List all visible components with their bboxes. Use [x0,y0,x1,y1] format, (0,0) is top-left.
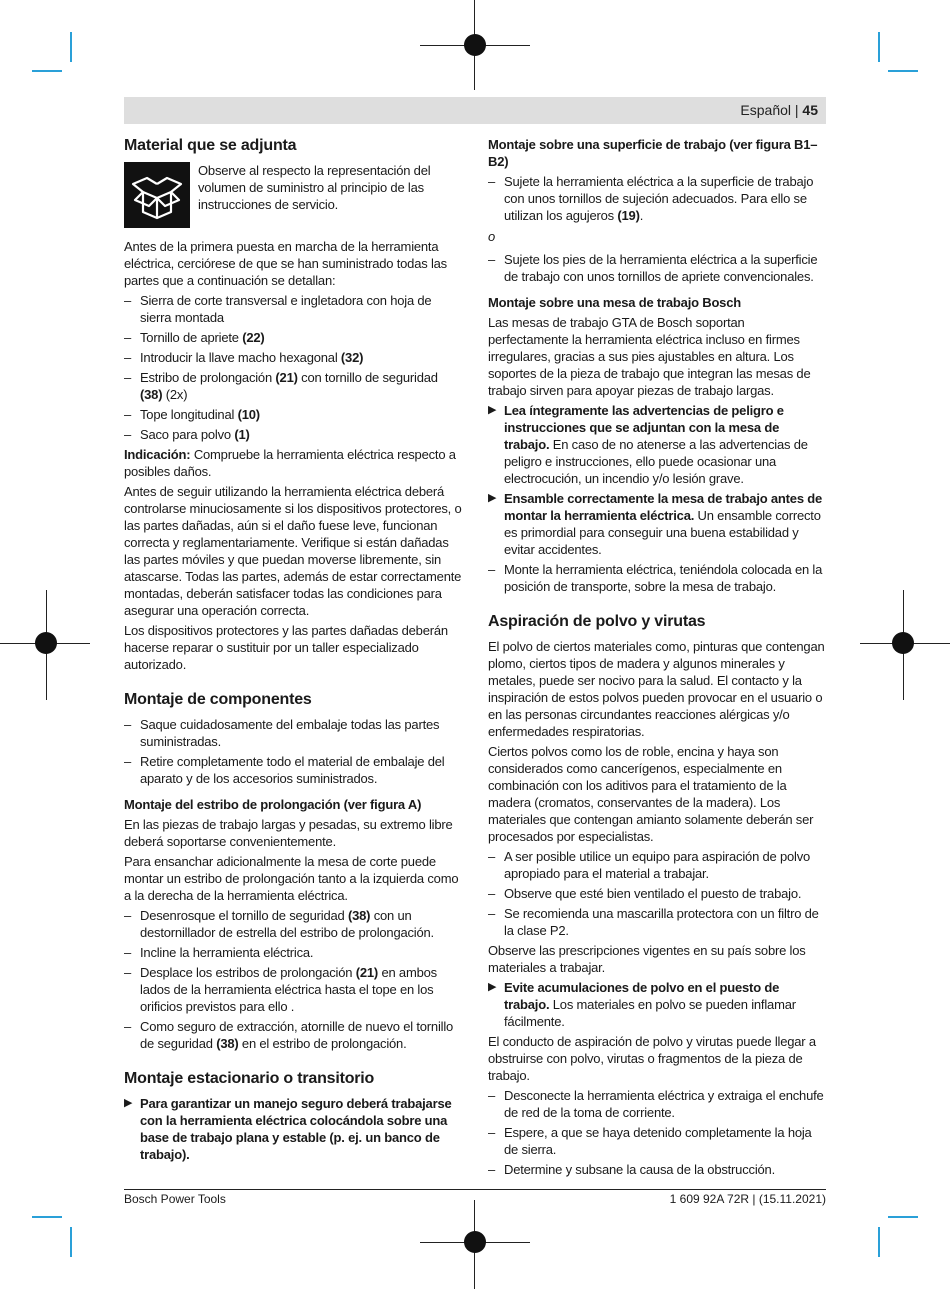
footer-doc-id: 1 609 92A 72R | (15.11.2021) [669,1192,826,1206]
left-column [124,136,462,1166]
paragraph: Los dispositivos protectores y las partes dañadas deberán hacerse reparar o sustituir por un taller especializado autorizado. [124,623,448,672]
list-item: – Monte la herramienta eléctrica, teniéndola colocada en la posición de transporte, sobre la mesa de trabajo. [488,561,826,595]
triangle-bullet-icon: ▶ [488,492,497,504]
dust-list [488,848,826,939]
crop-mark [888,70,918,72]
crop-mark [878,1227,880,1257]
list-item: – Desconecte la herramienta eléctrica y extraiga el enchufe de red de la toma de corriente. [488,1087,826,1121]
section-title-assembly: Montaje de componentes [124,691,312,708]
header-language: Español [740,102,791,118]
warning-item: ▶ Para garantizar un manejo seguro deberá trabajarse con la herramienta eléctrica colocándola sobre una base de trabajo plana y estable (p. ej. un banco de trabajo). [124,1096,452,1162]
list-item: – Tope longitudinal (10) [124,406,462,423]
page-header [124,97,826,124]
list-item: – Saque cuidadosamente del embalaje todas las partes suministradas. [124,716,462,750]
right-column [488,136,826,1181]
section-title-dust-extraction: Aspiración de polvo y virutas [488,613,706,630]
list-item: – Estribo de prolongación (21) con tornillo de seguridad (38) (2x) [124,369,462,403]
bosch-table-list [488,561,826,595]
footer-brand: Bosch Power Tools [124,1192,226,1206]
crop-mark [878,32,880,62]
triangle-bullet-icon: ▶ [488,981,497,993]
paragraph: El conducto de aspiración de polvo y virutas puede llegar a obstruirse con polvo, virutas o fragmentos de la pieza de trabajo. [488,1034,816,1083]
list-item: – Sujete la herramienta eléctrica a la superficie de trabajo con unos tornillos de sujeción adecuados. Para ello se utilizan los agujeros (19). [488,173,826,224]
crop-mark [70,32,72,62]
list-item: – Sierra de corte transversal e ingletadora con hoja de sierra montada [124,292,462,326]
registration-mark [464,34,486,56]
section-title-stationary: Montaje estacionario o transitorio [124,1070,375,1087]
list-item: – Sujete los pies de la herramienta eléctrica a la superficie de trabajo con unos tornillos de apriete convencionales. [488,251,826,285]
paragraph: El polvo de ciertos materiales como, pinturas que contengan plomo, ciertos tipos de madera y algunos minerales y metales, puede ser nocivo para la salud. El contacto y la inspiración de estos polvos pueden provocar en el usuario o en las personas circundantes reacciones alérgicas y/o enfermedades respiratorias. [488,639,825,739]
list-item: – Observe que esté bien ventilado el puesto de trabajo. [488,885,826,902]
crop-mark [888,1216,918,1218]
paragraph: Las mesas de trabajo GTA de Bosch soportan perfectamente la herramienta eléctrica incluso en firmes irregulares, gracias a sus pies ajustables en altura. Los soportes de la pieza de trabajo que integran las mesas de trabajo sirven para apoyar piezas de trabajo largas. [488,315,811,398]
supplied-items-list [124,292,462,443]
list-item: – Retire completamente todo el material de embalaje del aparato y de los accesorios suministrados. [124,753,462,787]
extension-steps-list [124,907,462,1052]
warning-item: ▶ Ensamble correctamente la mesa de trabajo antes de montar la herramienta eléctrica. Un ensamble correcto es primordial para conseguir una buena estabilidad y evitar accidentes. [488,491,823,557]
list-item: – Espere, a que se haya detenido completamente la hoja de sierra. [488,1124,826,1158]
page-number: 45 [802,102,818,118]
list-item: – Introducir la llave macho hexagonal (32) [124,349,462,366]
list-item: – Determine y subsane la causa de la obstrucción. [488,1161,826,1178]
paragraph: Para ensanchar adicionalmente la mesa de corte puede montar un estribo de prolongación tanto a la izquierda como a la derecha de la herramienta eléctrica. [124,854,459,903]
work-surface-list [488,173,826,224]
obstruction-list [488,1087,826,1178]
subsection-title-bosch-table: Montaje sobre una mesa de trabajo Bosch [488,295,741,310]
list-item: – Desplace los estribos de prolongación (21) en ambos lados de la herramienta eléctrica hasta el tope en los orificios previstos para ello . [124,964,462,1015]
warning-item: ▶ Evite acumulaciones de polvo en el puesto de trabajo. Los materiales en polvo se pueden inflamar fácilmente. [488,980,796,1029]
header-separator: | [794,102,799,118]
supply-note [124,162,462,228]
assembly-list [124,716,462,787]
note-label: Indicación: [124,447,191,462]
warning-item: ▶ Lea íntegramente las advertencias de peligro e instrucciones que se adjuntan con la mesa de trabajo. En caso de no atenerse a las advertencias de peligro e instrucciones, ello puede ocasionar una electrocución, un incendio y/o lesión grave. [488,403,808,486]
list-item: – A ser posible utilice un equipo para aspiración de polvo apropiado para el material a trabajar. [488,848,826,882]
note-paragraph: Indicación: Compruebe la herramienta eléctrica respecto a posibles daños. [124,447,456,479]
open-box-icon [124,162,190,228]
list-item: – Tornillo de apriete (22) [124,329,462,346]
crop-mark [32,70,62,72]
crop-mark [70,1227,72,1257]
registration-mark [35,632,57,654]
crop-mark [32,1216,62,1218]
registration-mark [464,1231,486,1253]
subsection-title-extension: Montaje del estribo de prolongación (ver figura A) [124,797,422,812]
header-text [740,102,818,118]
list-item: – Desenrosque el tornillo de seguridad (38) con un destornillador de estrella del estribo de prolongación. [124,907,462,941]
work-surface-list-2 [488,251,826,285]
paragraph: Ciertos polvos como los de roble, encina y haya son considerados como cancerígenos, especialmente en combinación con los aditivos para el tratamiento de la madera (cromatos, conservantes de la madera). Los materiales que contengan amianto solamente deberán ser procesados por especialistas. [488,744,814,844]
paragraph: Antes de la primera puesta en marcha de la herramienta eléctrica, cerciórese de que se han suministrado todas las partes que a continuación se detallan: [124,239,447,288]
triangle-bullet-icon: ▶ [124,1097,133,1109]
paragraph: Observe las prescripciones vigentes en su país sobre los materiales a trabajar. [488,943,806,975]
section-title-supplied-material: Material que se adjunta [124,137,297,154]
footer-rule [124,1189,826,1190]
paragraph: En las piezas de trabajo largas y pesadas, su extremo libre deberá soportarse convenientemente. [124,817,453,849]
triangle-bullet-icon: ▶ [488,404,497,416]
paragraph: Antes de seguir utilizando la herramienta eléctrica deberá controlarse minuciosamente si los dispositivos protectores, o las partes dañadas, aún si el daño fuese leve, funcionan correcta y reglamentariamente. Verifique si están dañadas las partes móviles y que puedan moverse libremente, sin atascarse. Todas las partes, además de estar correctamente montadas, deberán satisfacer todas las condiciones para asegurar una operación correcta. [124,484,462,618]
list-item: – Como seguro de extracción, atornille de nuevo el tornillo de seguridad (38) en el estribo de prolongación. [124,1018,462,1052]
list-item: – Saco para polvo (1) [124,426,462,443]
registration-mark [892,632,914,654]
subsection-title-work-surface: Montaje sobre una superficie de trabajo (ver figura B1–B2) [488,137,818,169]
list-item: – Se recomienda una mascarilla protectora con un filtro de la clase P2. [488,905,826,939]
or-text: o [488,229,496,244]
supply-note-text: Observe al respecto la representación del volumen de suministro al principio de las instrucciones de servicio. [198,163,431,212]
list-item: – Incline la herramienta eléctrica. [124,944,462,961]
